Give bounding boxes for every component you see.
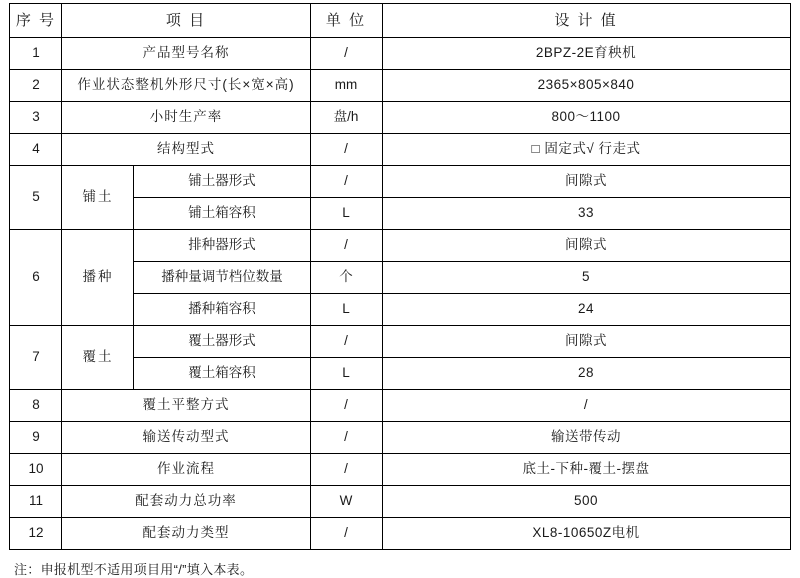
row-no: 9 <box>10 422 62 454</box>
row-value: □ 固定式√ 行走式 <box>382 134 790 166</box>
row-no: 8 <box>10 390 62 422</box>
row-no: 3 <box>10 102 62 134</box>
row-item: 产品型号名称 <box>62 38 310 70</box>
row-unit: / <box>310 166 382 198</box>
header-no: 序 号 <box>10 4 62 38</box>
spec-sheet <box>5 0 795 578</box>
row-value: 输送带传动 <box>382 422 790 454</box>
row-value: 800～1100 <box>382 102 790 134</box>
row-unit: / <box>310 454 382 486</box>
row-value: 28 <box>382 358 790 390</box>
table-row <box>10 390 790 422</box>
row-item: 播种箱容积 <box>134 294 310 326</box>
row-no: 4 <box>10 134 62 166</box>
row-item: 排种器形式 <box>134 230 310 262</box>
specification-table <box>9 3 790 550</box>
row-value: 33 <box>382 198 790 230</box>
table-row <box>10 230 790 262</box>
row-value: 2365×805×840 <box>382 70 790 102</box>
row-group: 播种 <box>62 230 134 326</box>
table-row <box>10 422 790 454</box>
row-unit: L <box>310 294 382 326</box>
row-value: 500 <box>382 486 790 518</box>
row-no: 5 <box>10 166 62 230</box>
row-unit: / <box>310 134 382 166</box>
row-no: 12 <box>10 518 62 550</box>
row-value: 间隙式 <box>382 166 790 198</box>
row-no: 10 <box>10 454 62 486</box>
row-item: 结构型式 <box>62 134 310 166</box>
row-value: 5 <box>382 262 790 294</box>
table-header-row <box>10 4 790 38</box>
row-group: 铺土 <box>62 166 134 230</box>
row-value: 间隙式 <box>382 230 790 262</box>
table-footnote: 注：申报机型不适用项目用“/”填入本表。 <box>14 562 254 577</box>
row-unit: mm <box>310 70 382 102</box>
row-no: 1 <box>10 38 62 70</box>
row-unit: / <box>310 230 382 262</box>
row-item: 覆土器形式 <box>134 326 310 358</box>
row-item: 配套动力类型 <box>62 518 310 550</box>
row-item: 小时生产率 <box>62 102 310 134</box>
row-value: 2BPZ-2E育秧机 <box>382 38 790 70</box>
row-item: 覆土箱容积 <box>134 358 310 390</box>
row-item: 播种量调节档位数量 <box>134 262 310 294</box>
row-unit: L <box>310 198 382 230</box>
table-row <box>10 102 790 134</box>
table-row <box>10 454 790 486</box>
table-row <box>10 70 790 102</box>
row-no: 11 <box>10 486 62 518</box>
header-unit: 单 位 <box>310 4 382 38</box>
row-unit: / <box>310 390 382 422</box>
row-unit: 盘/h <box>310 102 382 134</box>
row-item: 覆土平整方式 <box>62 390 310 422</box>
table-row <box>10 166 790 198</box>
table-row <box>10 518 790 550</box>
row-no: 2 <box>10 70 62 102</box>
row-group: 覆土 <box>62 326 134 390</box>
table-row <box>10 486 790 518</box>
table-row <box>10 134 790 166</box>
row-item: 输送传动型式 <box>62 422 310 454</box>
header-value: 设 计 值 <box>382 4 790 38</box>
row-value: 24 <box>382 294 790 326</box>
row-unit: / <box>310 518 382 550</box>
table-row <box>10 326 790 358</box>
table-row <box>10 38 790 70</box>
row-unit: / <box>310 38 382 70</box>
row-value: XL8-10650Z电机 <box>382 518 790 550</box>
row-item: 配套动力总功率 <box>62 486 310 518</box>
header-item: 项 目 <box>62 4 310 38</box>
row-unit: / <box>310 326 382 358</box>
row-unit: 个 <box>310 262 382 294</box>
row-value: / <box>382 390 790 422</box>
row-item: 作业流程 <box>62 454 310 486</box>
row-unit: L <box>310 358 382 390</box>
row-no: 7 <box>10 326 62 390</box>
row-item: 铺土器形式 <box>134 166 310 198</box>
row-unit: W <box>310 486 382 518</box>
row-item: 铺土箱容积 <box>134 198 310 230</box>
row-no: 6 <box>10 230 62 326</box>
row-value: 底土-下种-覆土-摆盘 <box>382 454 790 486</box>
row-value: 间隙式 <box>382 326 790 358</box>
row-unit: / <box>310 422 382 454</box>
row-item: 作业状态整机外形尺寸(长×宽×高) <box>62 70 310 102</box>
